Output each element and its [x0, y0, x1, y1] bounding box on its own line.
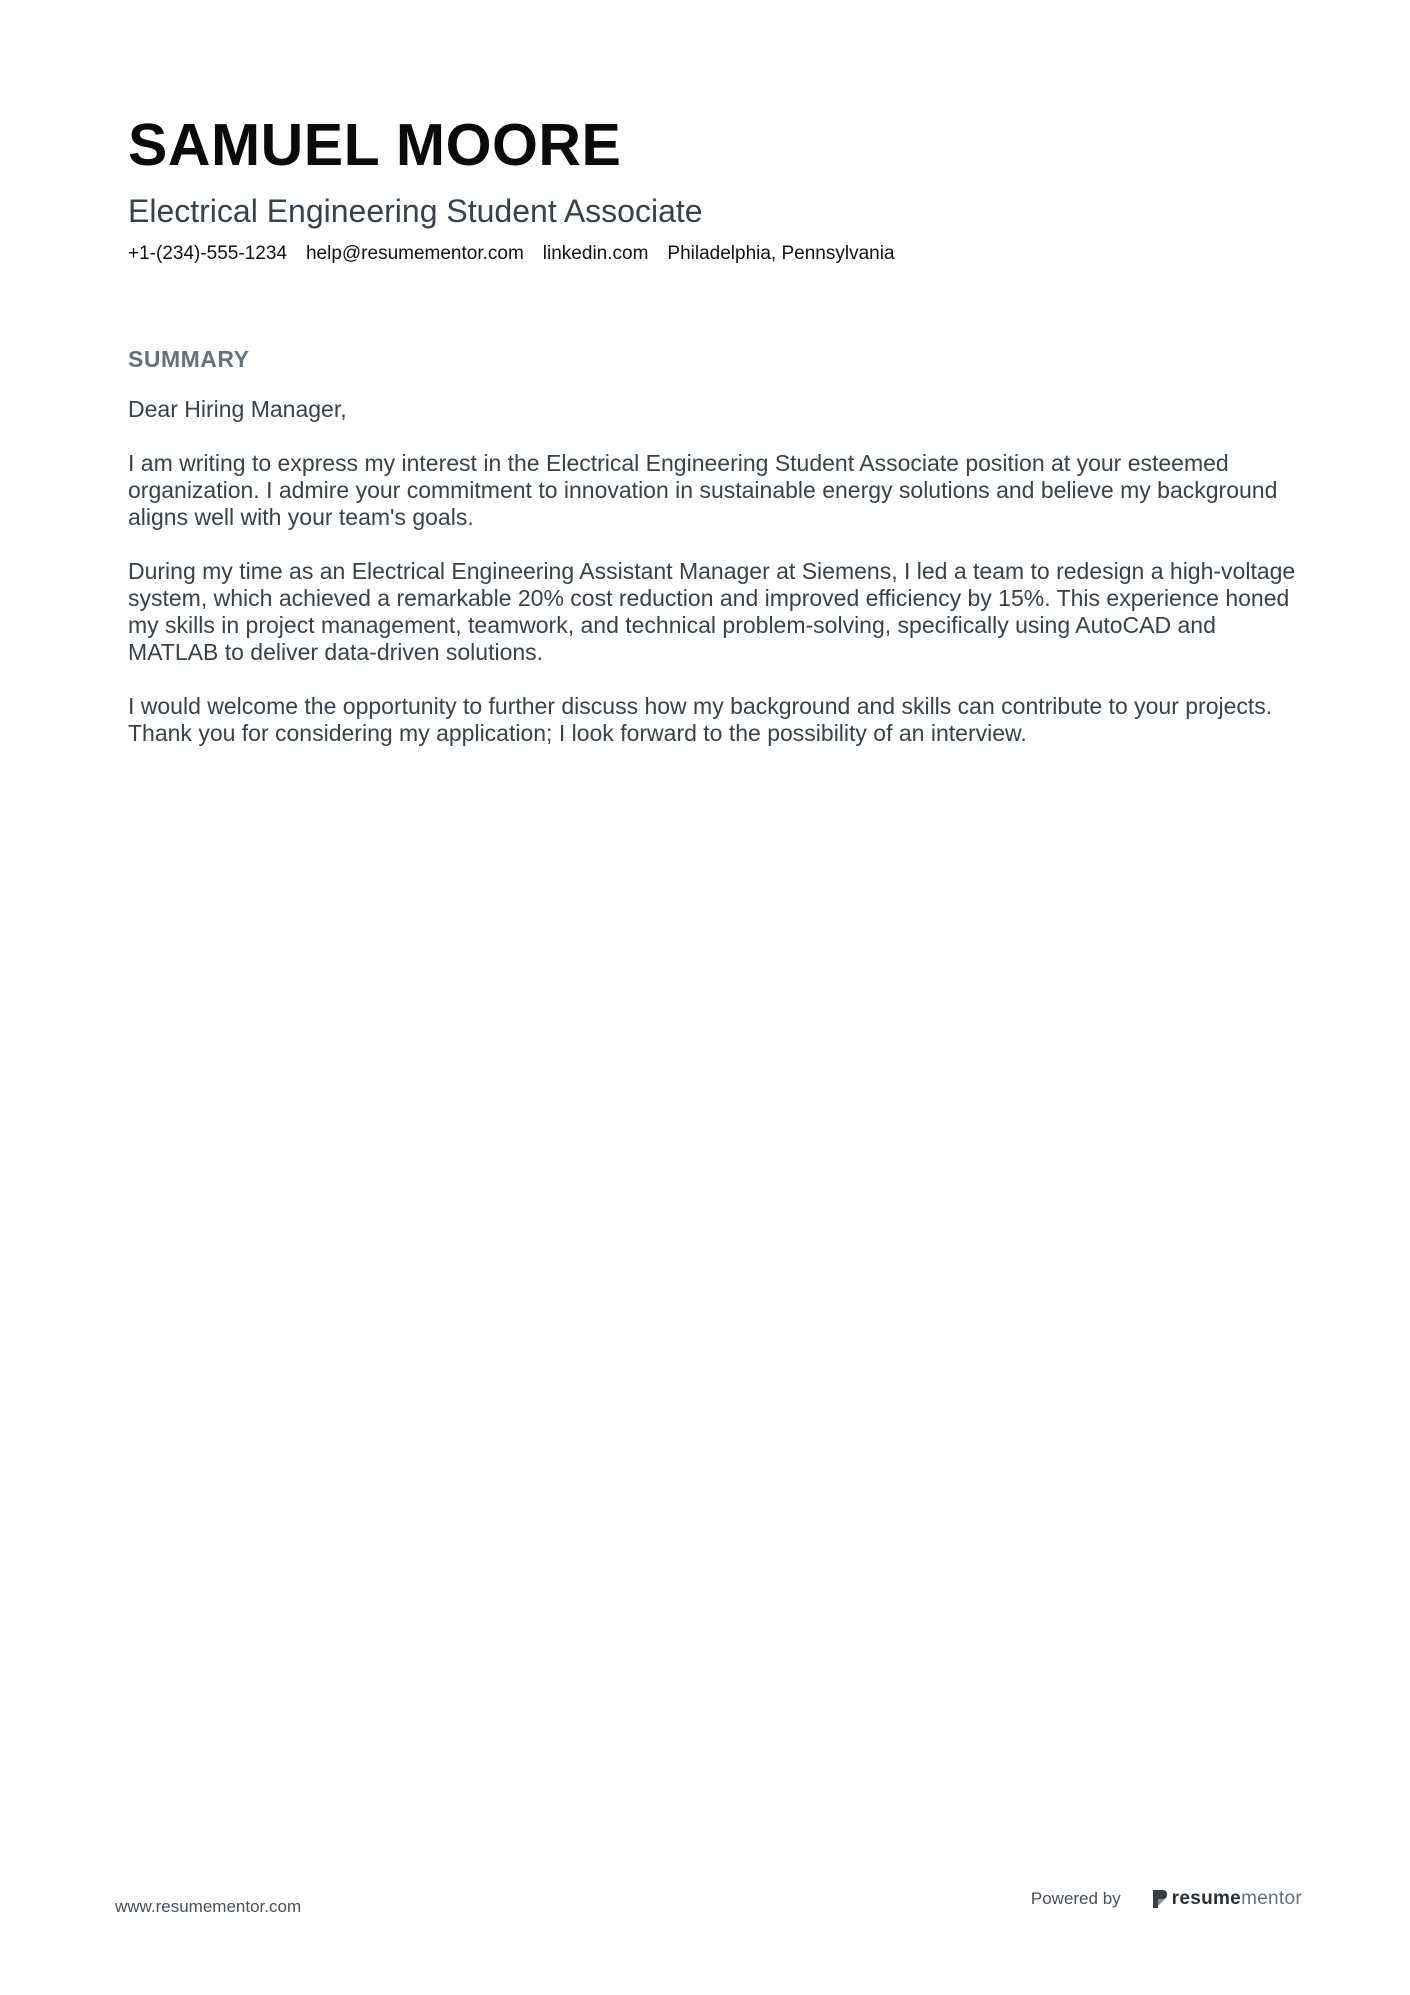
- brand-name: [1172, 1888, 1302, 1910]
- contact-phone: +1-(234)-555-1234: [128, 243, 287, 264]
- contact-email: help@resumementor.com: [305, 243, 524, 264]
- brand-logo[interactable]: [1151, 1888, 1302, 1910]
- letter-paragraph: During my time as an Electrical Engineering Assistant Manager at Siemens, I led a team to redesign a high-voltage system, which achieved a remarkable 20% cost reduction and improved efficiency by 15%. This experience honed my skills in project management, teamwork, and technical problem-solving, specifically using AutoCAD and MATLAB to deliver data-driven solutions.: [128, 558, 1296, 665]
- brand-name-light: mentor: [1241, 1888, 1302, 1909]
- candidate-name: SAMUEL MOORE: [128, 112, 622, 178]
- letter-paragraph: I am writing to express my interest in the Electrical Engineering Student Associate position at your esteemed organization. I admire your commitment to innovation in sustainable energy solutions and believe my background aligns well with your team's goals.: [128, 450, 1278, 530]
- brand-name-bold: resume: [1171, 1888, 1242, 1909]
- contact-row: [128, 242, 1308, 266]
- contact-location: Philadelphia, Pennsylvania: [667, 243, 895, 264]
- powered-by-label: Powered by: [1030, 1889, 1121, 1908]
- resume-header: [128, 110, 1308, 266]
- letter-greeting: Dear Hiring Manager,: [128, 396, 347, 422]
- cover-letter-body: [128, 396, 1308, 747]
- footer-branding: [1031, 1888, 1302, 1910]
- footer-website[interactable]: www.resumementor.com: [115, 1897, 302, 1916]
- job-title: Electrical Engineering Student Associate: [128, 193, 703, 229]
- contact-linkedin: linkedin.com: [542, 243, 649, 264]
- summary-section: [128, 344, 1308, 774]
- section-title-summary: SUMMARY: [128, 346, 250, 372]
- letter-paragraph: I would welcome the opportunity to further discuss how my background and skills can contribute to your projects. Thank you for considering my application; I look forward to the possibility of an interview.: [128, 693, 1273, 746]
- resumementor-logo-icon: [1151, 1888, 1169, 1910]
